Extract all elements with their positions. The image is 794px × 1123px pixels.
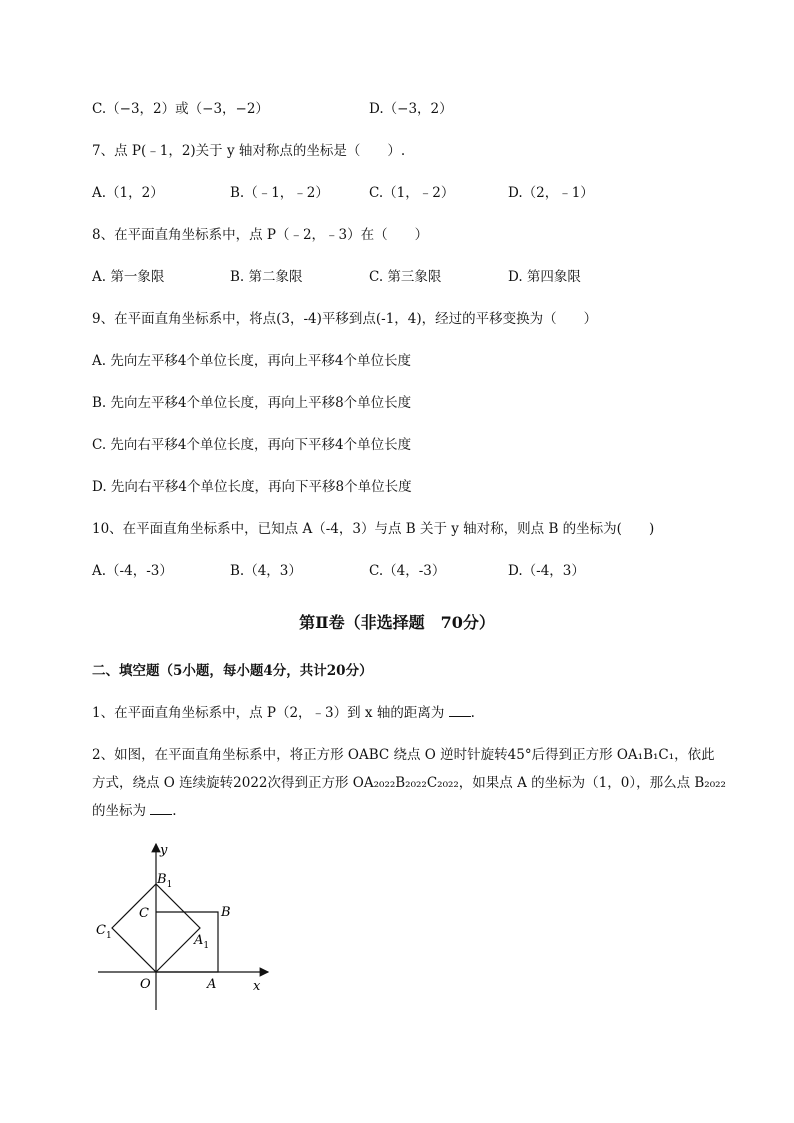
q7-option-a: A.（1，2）	[92, 185, 164, 201]
label-b: B	[221, 905, 231, 920]
q6-option-d: D.（−3，2）	[369, 101, 453, 117]
q9-stem: 9、在平面直角坐标系中，将点(3，-4)平移到点(-1，4)，经过的平移变换为（ ）	[92, 311, 598, 327]
label-c1: $C_1$	[96, 923, 112, 941]
q6-option-c: C.（−3，2）或（−3，−2）	[92, 101, 269, 117]
fill1-end: .	[470, 705, 475, 721]
fill2-end: .	[172, 803, 177, 819]
q10-option-a: A.（-4，-3）	[92, 563, 173, 579]
q9-option-d: D. 先向右平移4个单位长度，再向下平移8个单位长度	[92, 479, 412, 495]
q8-option-b: B. 第二象限	[230, 269, 303, 285]
rotation-figure	[90, 838, 280, 1018]
fill2-line2: 方式，绕点 O 连续旋转2022次得到正方形 OA₂₀₂₂B₂₀₂₂C₂₀₂₂，如果点 A 的坐标为（1，0），那么点 B₂₀₂₂	[92, 775, 726, 791]
q7-option-b: B.（﹣1，﹣2）	[230, 185, 329, 201]
q8-stem: 8、在平面直角坐标系中，点 P（﹣2，﹣3）在（ ）	[92, 227, 429, 243]
answer-blank	[449, 704, 471, 717]
q9-option-c: C. 先向右平移4个单位长度，再向下平移4个单位长度	[92, 437, 412, 453]
q7-option-c: C.（1，﹣2）	[369, 185, 455, 201]
q7-option-d: D.（2，﹣1）	[508, 185, 594, 201]
q8-option-c: C. 第三象限	[369, 269, 442, 285]
fill2-line1: 2、如图，在平面直角坐标系中，将正方形 OABC 绕点 O 逆时针旋转45°后得到正方形 OA₁B₁C₁，依此	[92, 747, 715, 763]
q8-option-a: A. 第一象限	[92, 269, 165, 285]
fill2-line3-container	[92, 801, 177, 821]
q9-option-a: A. 先向左平移4个单位长度，再向上平移4个单位长度	[92, 353, 412, 369]
label-c: C	[139, 906, 149, 921]
label-y: y	[160, 843, 168, 858]
label-b1: $B_1$	[157, 872, 173, 890]
q10-stem: 10、在平面直角坐标系中，已知点 A（-4，3）与点 B 关于 y 轴对称，则点 B 的坐标为( )	[92, 521, 655, 537]
q7-stem: 7、点 P(﹣1，2)关于 y 轴对称点的坐标是（ ）.	[92, 143, 406, 159]
fill1-question	[92, 703, 475, 723]
q10-option-b: B.（4，3）	[230, 563, 302, 579]
label-a1: $A_1$	[194, 933, 210, 951]
part2-title: 第Ⅱ卷（非选择题 70分）	[299, 613, 495, 632]
q8-option-d: D. 第四象限	[508, 269, 581, 285]
label-x: x	[253, 979, 261, 994]
answer-blank	[150, 802, 172, 815]
fill1-stem: 1、在平面直角坐标系中，点 P（2，﹣3）到 x 轴的距离为	[92, 705, 445, 721]
q10-option-c: C.（4，-3）	[369, 563, 446, 579]
section2-heading: 二、填空题（5小题，每小题4分，共计20分）	[92, 663, 373, 679]
q10-option-d: D.（-4，3）	[508, 563, 585, 579]
fill2-line3: 的坐标为	[92, 803, 146, 819]
label-a: A	[207, 977, 217, 992]
label-o: O	[140, 977, 151, 992]
q9-option-b: B. 先向左平移4个单位长度，再向上平移8个单位长度	[92, 395, 412, 411]
